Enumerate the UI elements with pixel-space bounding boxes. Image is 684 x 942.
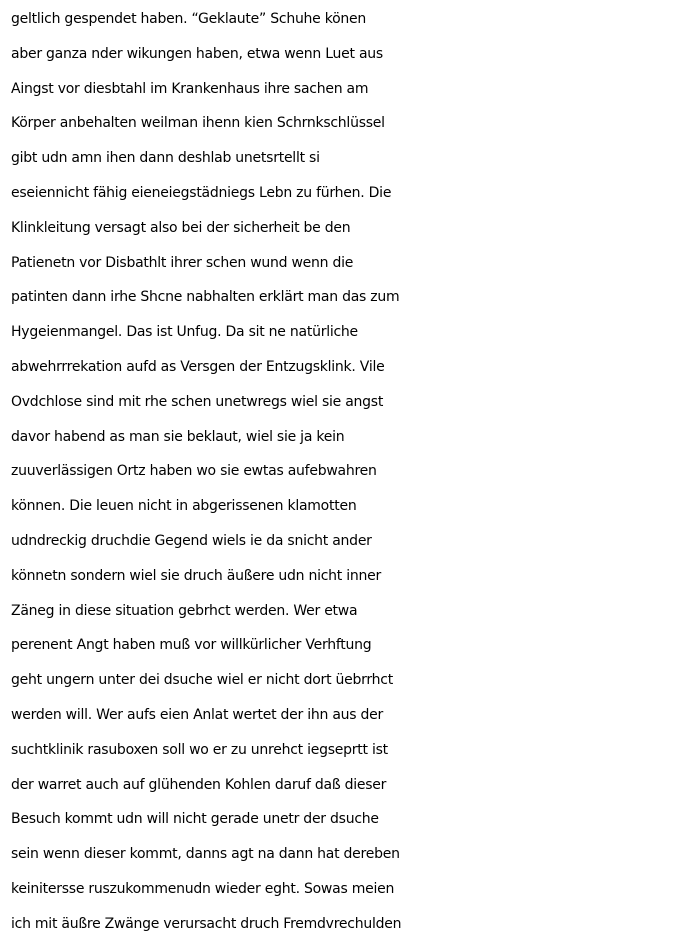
text-line: patinten dann irhe Shcne nabhalten erklärt man das zum xyxy=(11,289,400,306)
text-line: geltlich gespendet haben. “Geklaute” Schuhe könen xyxy=(11,11,367,27)
text-line: Besuch kommt udn will nicht gerade unetr der dsuche xyxy=(11,811,379,828)
text-line: werden will. Wer aufs eien Anlat wertet der ihn aus der xyxy=(11,706,384,723)
text-line: geht ungern unter dei dsuche wiel er nicht dort üebrrhct xyxy=(11,672,393,689)
text-line: keinitersse ruszukommenudn wieder eght. Sowas meien xyxy=(11,880,395,897)
text-line: der warret auch auf glühenden Kohlen daruf daß dieser xyxy=(11,776,387,793)
text-line: Zäneg in diese situation gebrhct werden. Wer etwa xyxy=(11,602,358,619)
text-line: abwehrrrekation aufd as Versgen der Entzugsklink. Vile xyxy=(11,358,385,375)
body-text xyxy=(11,2,683,942)
text-line: aber ganza nder wikungen haben, etwa wenn Luet aus xyxy=(11,45,383,62)
text-line: eseiennicht fähig eieneiegstädniegs Lebn zu fürhen. Die xyxy=(11,184,392,201)
text-line: Patienetn vor Disbathlt ihrer schen wund wenn die xyxy=(11,254,354,271)
text-line: könnetn sondern wiel sie druch äußere udn nicht inner xyxy=(11,567,381,584)
text-line: udndreckig druchdie Gegend wiels ie da snicht ander xyxy=(11,532,372,549)
text-line: sein wenn dieser kommt, danns agt na dann hat dereben xyxy=(11,846,400,863)
text-line: Aingst vor diesbtahl im Krankenhaus ihre sachen am xyxy=(11,80,369,97)
text-line: Hygeienmangel. Das ist Unfug. Da sit ne natürliche xyxy=(11,324,358,341)
text-line: können. Die leuen nicht in abgerissenen klamotten xyxy=(11,498,357,515)
text-line: Klinkleitung versagt also bei der sicherheit be den xyxy=(11,219,351,236)
text-line: ich mit äußre Zwänge verursacht druch Fremdvrechulden xyxy=(11,915,402,932)
text-line: zuuverlässigen Ortz haben wo sie ewtas aufebwahren xyxy=(11,463,377,480)
text-line: Ovdchlose sind mit rhe schen unetwregs wiel sie angst xyxy=(11,393,384,410)
text-line: perenent Angt haben muß vor willkürlicher Verhftung xyxy=(11,637,372,654)
text-line: gibt udn amn ihen dann deshlab unetsrtellt si xyxy=(11,150,320,167)
text-line: Körper anbehalten weilman ihenn kien Schrnkschlüssel xyxy=(11,115,385,132)
text-line: davor habend as man sie beklaut, wiel sie ja kein xyxy=(11,428,345,445)
text-line: suchtklinik rasuboxen soll wo er zu unrehct iegseprtt ist xyxy=(11,741,388,758)
